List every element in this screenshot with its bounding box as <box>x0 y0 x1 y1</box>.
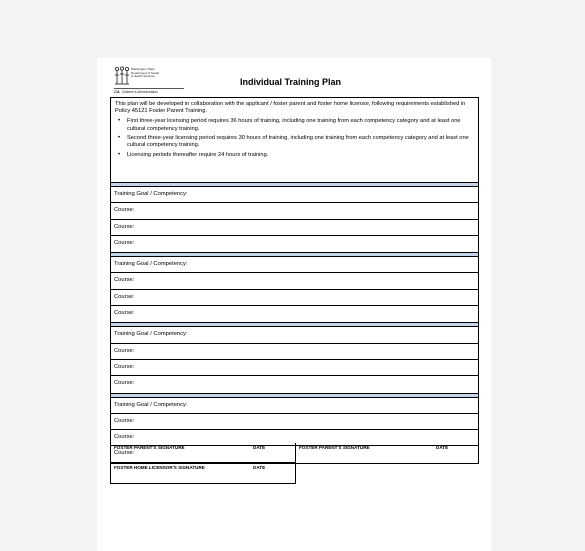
training-group <box>111 252 478 322</box>
second-parent-signature-field[interactable] <box>295 443 479 464</box>
date-label: DATE <box>253 445 266 450</box>
goal-field[interactable]: Training Goal / Competency: <box>111 398 478 414</box>
requirements-list <box>115 118 474 159</box>
parent-signature-field[interactable] <box>111 443 295 463</box>
logo-abbr: CA <box>114 89 120 94</box>
training-group <box>111 182 478 252</box>
requirement-item: • First three-year licensing period requires 36 hours of training, including one training from each competency category and at least one cultural competency training. <box>115 118 474 132</box>
intro-section <box>111 98 478 182</box>
logo-text <box>131 68 176 79</box>
signature-left <box>110 443 296 484</box>
requirement-item: • Licensing periods thereafter require 24 hours of training. <box>115 152 474 159</box>
course-field[interactable]: Course: <box>111 414 478 430</box>
course-field[interactable]: Course: <box>114 380 135 387</box>
date-label: DATE <box>253 465 266 470</box>
course-field[interactable]: Course: <box>111 220 478 236</box>
parent-signature-label: FOSTER PARENT'S SIGNATURE <box>299 445 370 450</box>
date-label: DATE <box>436 445 449 450</box>
course-field[interactable]: Course: <box>111 203 478 219</box>
course-field[interactable]: Course: <box>114 450 135 457</box>
licensor-signature-label: FOSTER HOME LICENSOR'S SIGNATURE <box>114 465 205 470</box>
logo-line: Washington State <box>131 67 155 71</box>
logo-line: & Health Services <box>131 74 155 79</box>
page-title: Individual Training Plan <box>240 77 342 87</box>
intro-text: This plan will be developed in collaboration with the applicant / foster parent and foster home licensor, following requirements established in Policy 45121 Foster Parent Training. <box>115 101 466 115</box>
goal-field[interactable]: Training Goal / Competency: <box>111 187 478 203</box>
training-group <box>111 322 478 392</box>
logo-sub-text: Children's Administration <box>121 90 158 94</box>
requirement-item: • Second three-year licensing period requires 30 hours of training, including one training from each competency category and at least one cultural competency training. <box>115 135 474 149</box>
logo-line: Department of Social <box>131 70 160 75</box>
licensor-signature-field[interactable] <box>111 463 295 483</box>
course-field[interactable]: Course: <box>114 239 135 246</box>
course-field[interactable]: Course: <box>111 344 478 360</box>
parent-signature-label: FOSTER PARENT'S SIGNATURE <box>114 445 185 450</box>
course-field[interactable]: Course: <box>111 430 478 446</box>
goal-field[interactable]: Training Goal / Competency: <box>111 257 478 273</box>
logo-subline <box>114 88 184 95</box>
goal-field[interactable]: Training Goal / Competency: <box>111 327 478 343</box>
training-plan-form <box>110 97 479 464</box>
course-field[interactable]: Course: <box>111 290 478 306</box>
people-logo-icon <box>114 66 130 86</box>
course-field[interactable]: Course: <box>114 310 135 317</box>
course-field[interactable]: Course: <box>111 360 478 376</box>
course-field[interactable]: Course: <box>111 273 478 289</box>
